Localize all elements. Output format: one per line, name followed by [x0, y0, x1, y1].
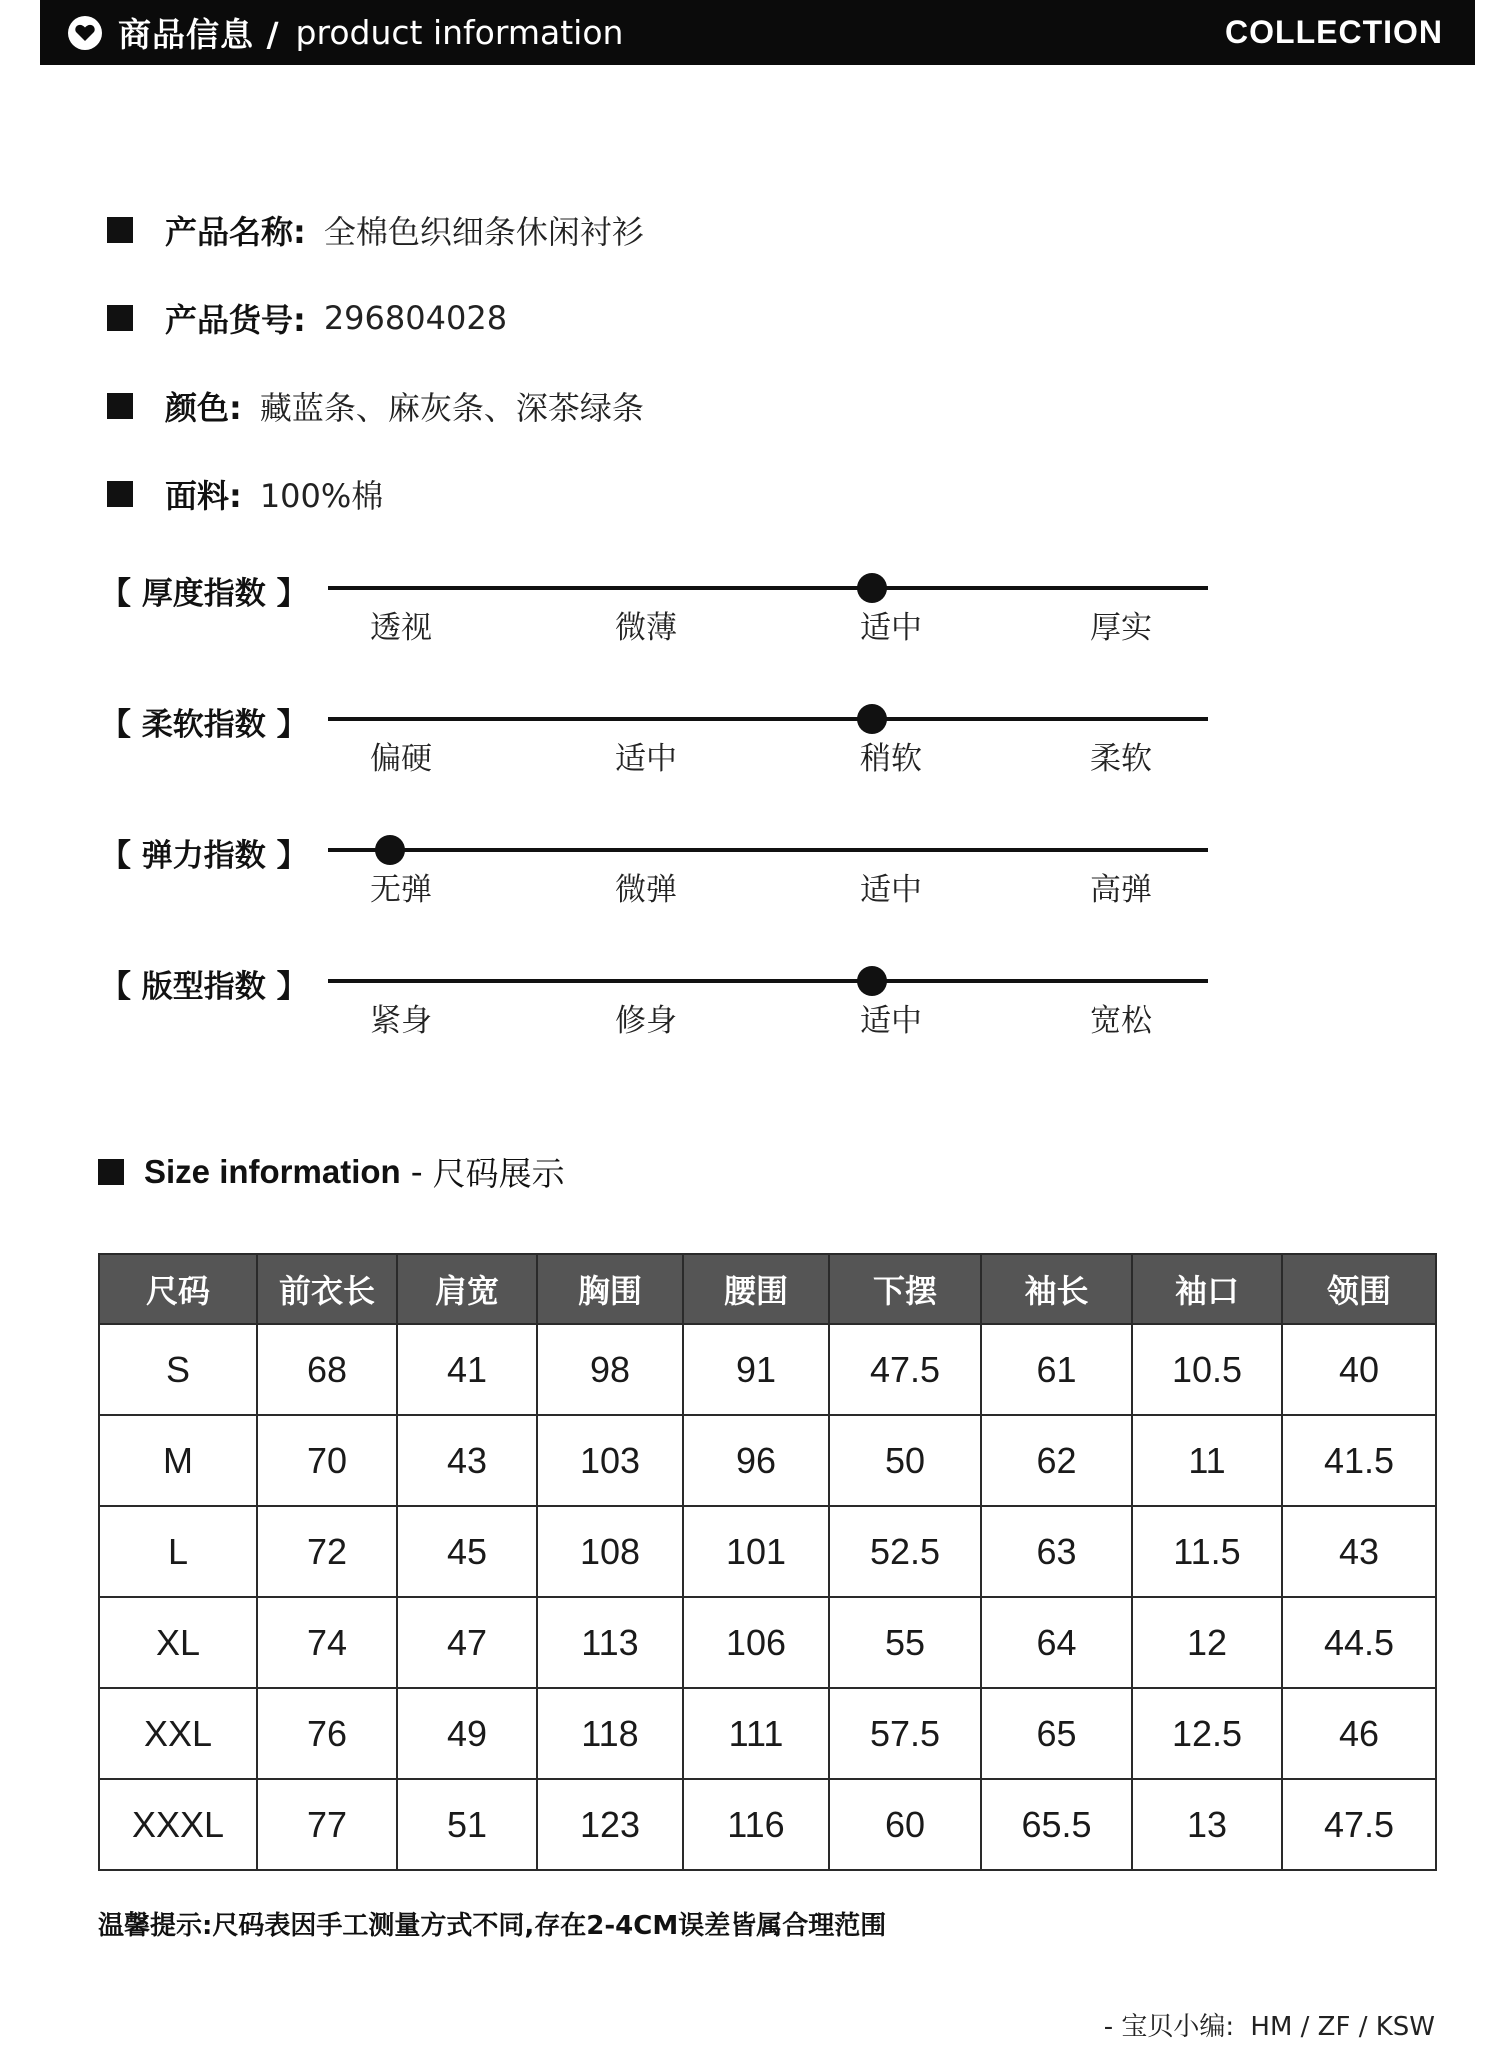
table-cell: S: [99, 1324, 257, 1415]
table-cell: 65: [981, 1688, 1132, 1779]
scale-option: 微弹: [615, 872, 677, 908]
table-cell: 43: [397, 1415, 537, 1506]
info-label: 产品名称:: [165, 213, 306, 251]
table-cell: XXXL: [99, 1779, 257, 1870]
heart-icon: [68, 16, 102, 50]
column-header: 袖长: [981, 1254, 1132, 1324]
scale-track: [328, 848, 1208, 852]
scale-thickness: [100, 568, 1220, 658]
column-header: 领围: [1282, 1254, 1436, 1324]
table-cell: 41.5: [1282, 1415, 1436, 1506]
table-cell: 47.5: [829, 1324, 981, 1415]
table-cell: XXL: [99, 1688, 257, 1779]
scale-label: 【 厚度指数 】: [100, 576, 308, 612]
table-cell: 11.5: [1132, 1506, 1282, 1597]
table-cell: 44.5: [1282, 1597, 1436, 1688]
scale-option: 高弹: [1090, 872, 1152, 908]
bullet-square: [98, 1159, 124, 1185]
table-row: [99, 1688, 1436, 1779]
scale-track: [328, 979, 1208, 983]
info-label: 颜色:: [165, 389, 242, 427]
table-cell: 46: [1282, 1688, 1436, 1779]
scale-marker: [857, 704, 887, 734]
scale-option: 适中: [860, 1003, 922, 1039]
table-cell: 40: [1282, 1324, 1436, 1415]
table-cell: 106: [683, 1597, 829, 1688]
scale-option: 紧身: [370, 1003, 432, 1039]
table-cell: 63: [981, 1506, 1132, 1597]
header-bar: [40, 0, 1475, 65]
table-header-row: [99, 1254, 1436, 1324]
scale-elasticity: [100, 830, 1220, 920]
column-header: 前衣长: [257, 1254, 397, 1324]
scale-option: 稍软: [860, 741, 922, 777]
table-cell: 68: [257, 1324, 397, 1415]
header-left: [68, 9, 623, 56]
scale-label: 【 弹力指数 】: [100, 838, 308, 874]
table-cell: 12: [1132, 1597, 1282, 1688]
table-cell: 50: [829, 1415, 981, 1506]
scale-fit: [100, 961, 1220, 1051]
info-row-sku: [107, 294, 507, 342]
info-row-name: [107, 206, 644, 254]
scale-label: 【 版型指数 】: [100, 969, 308, 1005]
table-cell: 45: [397, 1506, 537, 1597]
table-cell: 65.5: [981, 1779, 1132, 1870]
size-section-heading: [98, 1148, 565, 1195]
info-row-color: [107, 382, 644, 430]
table-cell: 47.5: [1282, 1779, 1436, 1870]
info-row-fabric: [107, 470, 383, 518]
table-cell: 91: [683, 1324, 829, 1415]
bullet-square: [107, 393, 133, 419]
table-cell: 55: [829, 1597, 981, 1688]
table-cell: 103: [537, 1415, 683, 1506]
size-separator: -: [410, 1152, 423, 1191]
scale-label: 【 柔软指数 】: [100, 707, 308, 743]
scale-option: 透视: [370, 610, 432, 646]
table-row: [99, 1779, 1436, 1870]
table-cell: 61: [981, 1324, 1132, 1415]
scale-option: 柔软: [1090, 741, 1152, 777]
scale-option: 偏硬: [370, 741, 432, 777]
scale-option: 适中: [860, 872, 922, 908]
table-cell: 77: [257, 1779, 397, 1870]
table-cell: 47: [397, 1597, 537, 1688]
table-cell: 11: [1132, 1415, 1282, 1506]
table-cell: 57.5: [829, 1688, 981, 1779]
credit-prefix: - 宝贝小编:: [1103, 2012, 1235, 2042]
column-header: 肩宽: [397, 1254, 537, 1324]
info-value: 藏蓝条、麻灰条、深茶绿条: [259, 389, 644, 427]
table-cell: 51: [397, 1779, 537, 1870]
size-table: [98, 1253, 1437, 1871]
measurement-note: 温馨提示:尺码表因手工测量方式不同,存在2-4CM误差皆属合理范围: [98, 1911, 887, 1941]
credit-names: HM / ZF / KSW: [1250, 2012, 1435, 2042]
scale-option: 适中: [615, 741, 677, 777]
scale-track: [328, 586, 1208, 590]
scale-marker: [857, 966, 887, 996]
table-cell: 98: [537, 1324, 683, 1415]
column-header: 下摆: [829, 1254, 981, 1324]
editor-credit: [1104, 2006, 1435, 2043]
table-cell: 111: [683, 1688, 829, 1779]
scale-option: 微薄: [615, 610, 677, 646]
table-cell: 62: [981, 1415, 1132, 1506]
table-cell: 70: [257, 1415, 397, 1506]
scale-option: 厚实: [1090, 610, 1152, 646]
scale-option: 适中: [860, 610, 922, 646]
scale-marker: [857, 573, 887, 603]
scale-option: 无弹: [370, 872, 432, 908]
header-subtitle: product information: [295, 13, 624, 52]
table-cell: 52.5: [829, 1506, 981, 1597]
table-cell: 13: [1132, 1779, 1282, 1870]
column-header: 尺码: [99, 1254, 257, 1324]
scale-softness: [100, 699, 1220, 789]
column-header: 胸围: [537, 1254, 683, 1324]
table-cell: M: [99, 1415, 257, 1506]
scale-option: 宽松: [1090, 1003, 1152, 1039]
size-title: Size information: [144, 1152, 401, 1190]
info-value: 296804028: [323, 299, 508, 337]
scale-track: [328, 717, 1208, 721]
table-row: [99, 1324, 1436, 1415]
table-cell: 64: [981, 1597, 1132, 1688]
table-cell: 76: [257, 1688, 397, 1779]
table-cell: 123: [537, 1779, 683, 1870]
scale-option: 修身: [615, 1003, 677, 1039]
table-cell: 10.5: [1132, 1324, 1282, 1415]
table-cell: 72: [257, 1506, 397, 1597]
size-subtitle: 尺码展示: [432, 1154, 565, 1193]
bullet-square: [107, 217, 133, 243]
column-header: 腰围: [683, 1254, 829, 1324]
collection-label: COLLECTION: [1225, 14, 1443, 50]
table-cell: 108: [537, 1506, 683, 1597]
table-row: [99, 1597, 1436, 1688]
info-value: 100%棉: [259, 477, 384, 515]
info-label: 产品货号:: [165, 301, 306, 339]
info-value: 全棉色织细条休闲衬衫: [323, 213, 644, 251]
info-label: 面料:: [165, 477, 242, 515]
table-cell: 49: [397, 1688, 537, 1779]
table-cell: L: [99, 1506, 257, 1597]
table-cell: 43: [1282, 1506, 1436, 1597]
table-cell: 101: [683, 1506, 829, 1597]
header-title: 商品信息 /: [118, 15, 280, 54]
bullet-square: [107, 481, 133, 507]
table-cell: 96: [683, 1415, 829, 1506]
scale-marker: [375, 835, 405, 865]
bullet-square: [107, 305, 133, 331]
table-cell: 113: [537, 1597, 683, 1688]
table-cell: 116: [683, 1779, 829, 1870]
table-cell: 41: [397, 1324, 537, 1415]
table-row: [99, 1415, 1436, 1506]
table-cell: 12.5: [1132, 1688, 1282, 1779]
column-header: 袖口: [1132, 1254, 1282, 1324]
table-cell: 118: [537, 1688, 683, 1779]
table-cell: XL: [99, 1597, 257, 1688]
table-cell: 60: [829, 1779, 981, 1870]
table-row: [99, 1506, 1436, 1597]
table-cell: 74: [257, 1597, 397, 1688]
